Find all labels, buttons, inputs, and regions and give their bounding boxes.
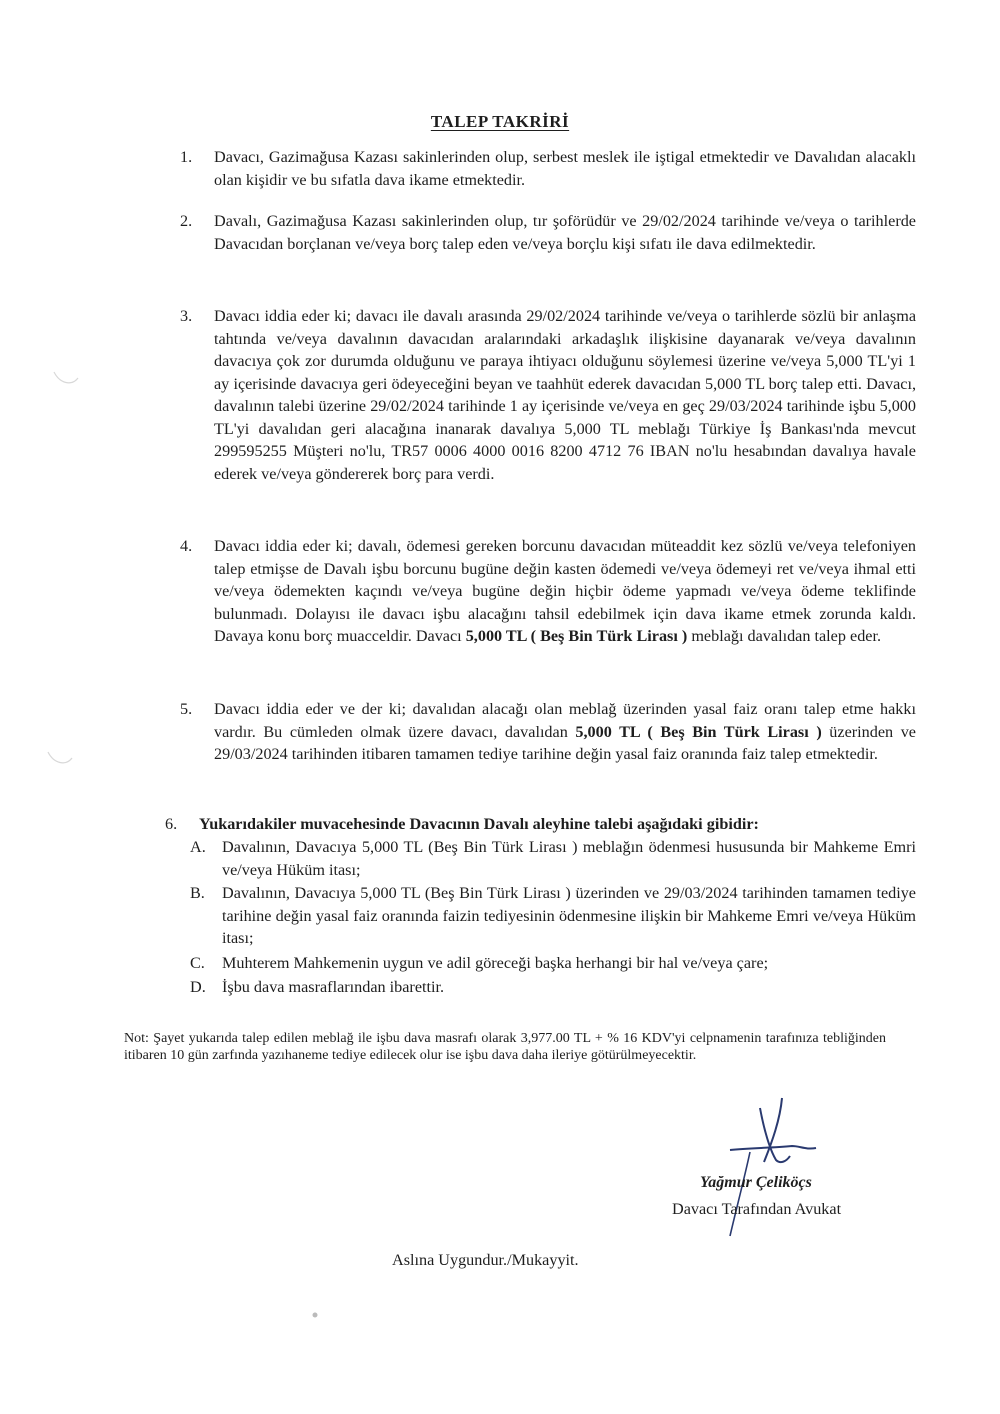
- clause-text-part: meblağı davalıdan talep eder.: [687, 627, 882, 645]
- amount-bold: 5,000 TL ( Beş Bin Türk Lirası ): [465, 627, 688, 645]
- clause-6: [165, 813, 901, 836]
- clause-text: [199, 813, 901, 836]
- signatory-name: Yağmur Çeliköçs: [700, 1174, 812, 1191]
- clause-2: [180, 210, 916, 255]
- clause-number: 6.: [165, 815, 178, 833]
- clause-text: [214, 210, 916, 255]
- document-title: TALEP TAKRİRİ: [430, 112, 570, 131]
- request-letter: A.: [190, 838, 206, 856]
- request-letter: D.: [190, 978, 206, 996]
- signature-stroke: [760, 1108, 790, 1162]
- clause-number: 1.: [180, 148, 193, 166]
- request-letter: C.: [190, 954, 205, 972]
- punch-hole-mark: [52, 368, 80, 388]
- request-a: [190, 836, 916, 881]
- signatory-role: Davacı Tarafından Avukat: [672, 1200, 842, 1218]
- clause-text-part: Davacı, Gazimağusa Kazası sakinlerinden olup, serbest meslek ile iştigal etmektedir ve Davalıdan alacaklı olan kişidir ve bu sıfatla dava ikame etmektedir.: [214, 148, 916, 189]
- clause-4: [180, 535, 916, 648]
- request-text: Davalının, Davacıya 5,000 TL (Beş Bin Türk Lirası ) üzerinden ve 29/03/2024 tarihinden tamamen tediye tarihine değin yasal faiz oranında faizin tediyesinin ödenmesine ilişkin bir Mahkeme Emri ve/veya Hüküm itası;: [222, 884, 916, 947]
- clause-text-part: Davalı, Gazimağusa Kazası sakinlerinden olup, tır şoförüdür ve 29/02/2024 tarihinde ve/veya o tarihlerde Davacıdan borçlanan ve/veya borç talep eden ve/veya borçlu kişi sıfatı ile dava edilmektedir.: [214, 212, 916, 253]
- request-text: Muhterem Mahkemenin uygun ve adil göreceği başka herhangi bir hal ve/veya çare;: [222, 954, 769, 972]
- request-text: Davalının, Davacıya 5,000 TL (Beş Bin Türk Lirası ) meblağın ödenmesi hususunda bir Mahkeme Emri ve/veya Hüküm itası;: [222, 838, 916, 879]
- clause-1: [180, 146, 916, 191]
- clause-heading-bold: Yukarıdakiler muvacehesinde Davacının Davalı aleyhine talebi aşağıdaki gibidir:: [199, 815, 759, 833]
- clause-text-part: üzerinden ve 29/03/2024 tarihinden itibaren tamamen tediye tarihine değin yasal faiz oranında faiz talep etmektedir.: [214, 722, 916, 763]
- clause-text: [214, 535, 916, 648]
- clause-text-part: Davacı iddia eder ki; davacı ile davalı arasında 29/02/2024 tarihinde ve/veya o tarihlerde sözlü bir anlaşma tahtında ve/veya davalının davacıdan aralarındaki arkadaşlık ilişkisine dayanarak ve/veya davalının davacıya çok zor durumda olduğunu ve paraya ihtiyacı olduğunu söylemesi üzerine ve/veya 5,000 TL'yi 1 ay içerisinde davacıya geri ödeyeceğini beyan ve taahhüt ederek davacıdan 5,000 TL borç talep etti. Davacı, davalının talebi üzerine 29/02/2024 tarihinde 1 ay içerisinde ve/veya en geç 29/03/2024 tarihinde işbu 5,000 TL'yi davalıdan geri alacağına inanarak davalıya 5,000 TL meblağı Türkiye İş Bankası'nda mevcut 299595255 Müşteri no'lu, TR57 0006 4000 0016 8200 4712 76 IBAN no'lu hesabından davalıya havale ederek ve/veya göndererek borç para verdi.: [214, 307, 916, 483]
- request-b: [190, 882, 916, 950]
- request-d: [190, 976, 916, 999]
- signature-stroke: [730, 1146, 816, 1150]
- punch-hole-mark: [46, 748, 74, 768]
- request-letter: B.: [190, 884, 205, 902]
- request-text: İşbu dava masraflarından ibarettir.: [222, 978, 445, 996]
- certification-text: Aslına Uygundur./Mukayyit.: [392, 1251, 579, 1269]
- clause-text-part: Davacı iddia eder ve der ki; davalıdan alacağı olan meblağ üzerinden yasal faiz oranı talep etme hakkı vardır. Bu cümleden olmak üzere davacı, davalıdan: [214, 700, 916, 741]
- clause-text: [214, 698, 916, 766]
- amount-bold: 5,000 TL ( Beş Bin Türk Lirası ): [575, 722, 822, 741]
- clause-number: 5.: [180, 700, 193, 718]
- clause-number: 3.: [180, 307, 193, 325]
- clause-text-part: Davacı iddia eder ki; davalı, ödemesi gereken borcunu davacıdan müteaddit kez sözlü ve/veya telefoniyen talep etmişse de Davalı işbu borcunu bugüne değin kasten ödemedi ve/veya ödemeyi ret ve/veya ihmal etti ve/veya ödemekten kaçındı ve/veya bugüne değin hiçbir ödeme yapmadı ve/veya ödeme teklifinde bulunmadı. Dolayısı ile davacı işbu alacağını tahsil edebilmek için dava ikame etmek zorunda kaldı. Davaya konu borç muacceldir. Davacı: [214, 537, 916, 645]
- signature-stroke: [730, 1152, 750, 1236]
- clause-number: 4.: [180, 537, 193, 555]
- clause-text: [214, 305, 916, 485]
- request-c: [190, 952, 916, 975]
- clause-number: 2.: [180, 212, 193, 230]
- paper-speck: [310, 1310, 320, 1320]
- clause-text: [214, 146, 916, 191]
- cost-note: Not: Şayet yukarıda talep edilen meblağ ile işbu dava masrafı olarak 3,977.00 TL + % 16 KDV'yi celpnamenin tarafınıza tebliğinden itibaren 10 gün zarfında yazıhaneme tediye edilecek olur ise işbu dava daha ileriye götürülmeyecektir.: [124, 1031, 886, 1063]
- clause-3: [180, 305, 916, 485]
- clause-5: [180, 698, 916, 766]
